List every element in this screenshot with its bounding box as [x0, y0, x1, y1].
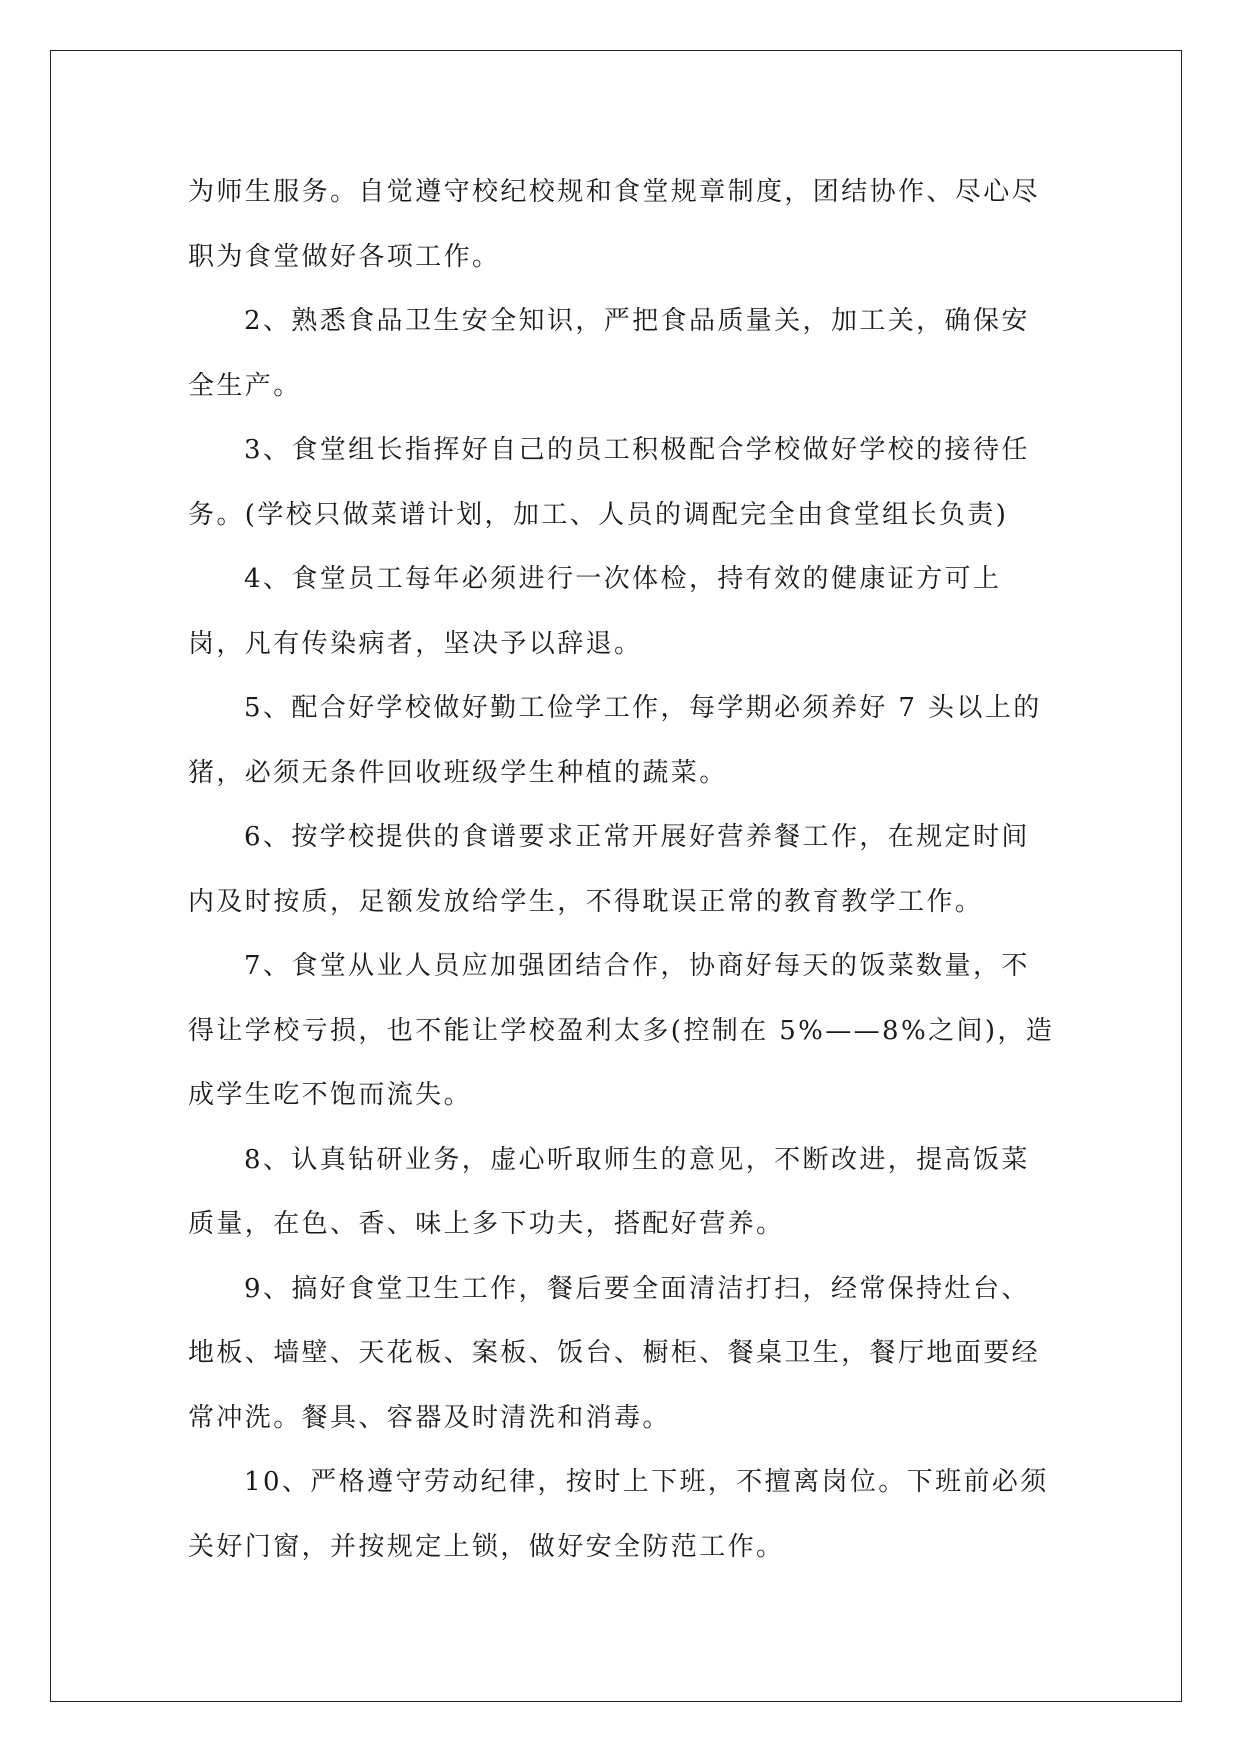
paragraph-item-9: 9、搞好食堂卫生工作，餐后要全面清洁打扫，经常保持灶台、地板、墙壁、天花板、案板、饭台、橱柜、餐桌卫生，餐厅地面要经常冲洗。餐具、容器及时清洗和消毒。: [188, 1273, 1041, 1433]
paragraph-item-10: 10、严格遵守劳动纪律，按时上下班，不擅离岗位。下班前必须关好门窗，并按规定上锁，做好安全防范工作。: [188, 1467, 1049, 1562]
paragraph-item-4: 4、食堂员工每年必须进行一次体检，持有效的健康证方可上岗，凡有传染病者，坚决予以辞退。: [188, 564, 1002, 659]
paragraph-item-7: 7、食堂从业人员应加强团结合作，协商好每天的饭菜数量，不得让学校亏损，也不能让学校盈利太多(控制在 5%——8%之间)，造成学生吃不饱而流失。: [188, 951, 1055, 1110]
document-body: [188, 160, 1058, 1579]
paragraph-item-3: 3、食堂组长指挥好自己的员工积极配合学校做好学校的接待任务。(学校只做菜谱计划，加工、人员的调配完全由食堂组长负责): [188, 435, 1030, 530]
paragraph-continuation: 为师生服务。自觉遵守校纪校规和食堂规章制度，团结协作、尽心尽职为食堂做好各项工作。: [188, 177, 1041, 272]
paragraph-item-5: 5、配合好学校做好勤工俭学工作，每学期必须养好 7 头以上的猪，必须无条件回收班级学生种植的蔬菜。: [188, 693, 1042, 788]
paragraph-item-6: 6、按学校提供的食谱要求正常开展好营养餐工作，在规定时间内及时按质，足额发放给学生，不得耽误正常的教育教学工作。: [188, 822, 1030, 917]
paragraph-item-8: 8、认真钻研业务，虚心听取师生的意见，不断改进，提高饭菜质量，在色、香、味上多下功夫，搭配好营养。: [188, 1144, 1030, 1239]
paragraph-item-2: 2、熟悉食品卫生安全知识，严把食品质量关，加工关，确保安全生产。: [188, 306, 1030, 401]
